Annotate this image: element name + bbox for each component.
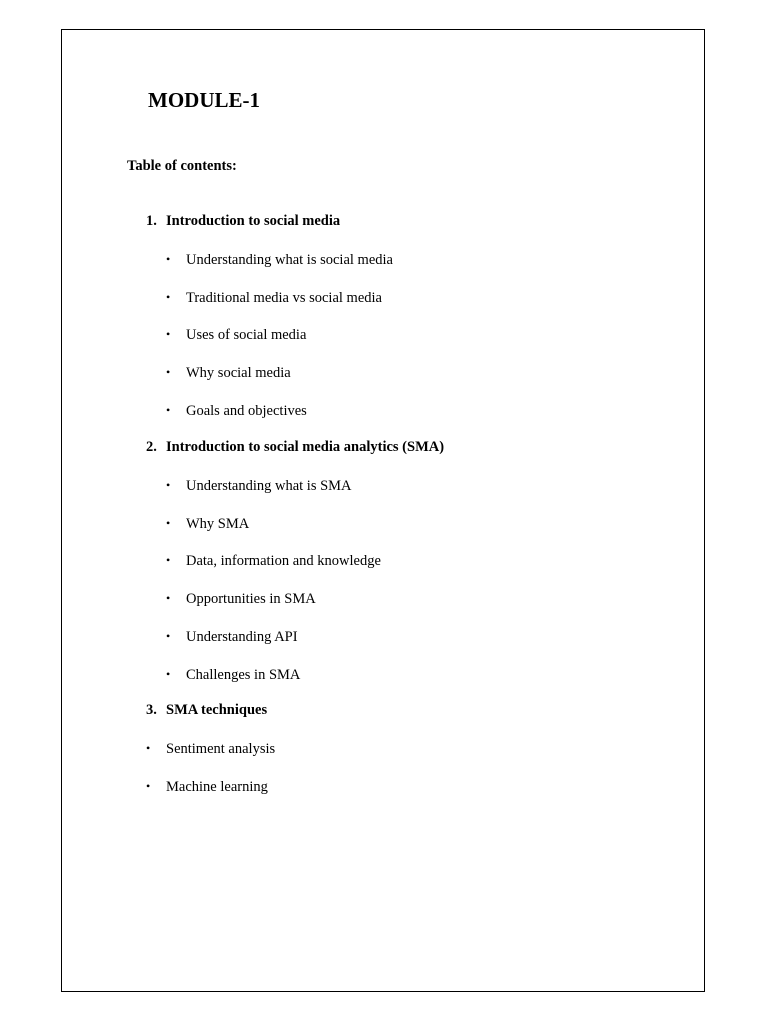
bullet-icon: •	[146, 741, 151, 755]
bullet-icon: •	[166, 252, 171, 266]
toc-item-label: Machine learning	[166, 779, 268, 795]
toc-heading: Table of contents:	[127, 158, 237, 174]
bullet-icon: •	[166, 327, 171, 341]
toc-section-2	[146, 437, 444, 457]
toc-item	[166, 475, 352, 496]
toc-item-label: Understanding what is social media	[186, 252, 393, 268]
toc-item-label: Data, information and knowledge	[186, 553, 381, 569]
toc-item-label: Understanding API	[186, 629, 298, 645]
bullet-icon: •	[166, 629, 171, 643]
section-number: 3.	[146, 702, 157, 718]
toc-item	[166, 626, 298, 647]
toc-section-1	[146, 211, 340, 231]
bullet-icon: •	[166, 290, 171, 304]
bullet-icon: •	[166, 403, 171, 417]
bullet-icon: •	[146, 779, 151, 793]
section-title: Introduction to social media	[166, 213, 341, 229]
toc-item	[166, 513, 249, 534]
toc-item-label: Why SMA	[186, 516, 250, 532]
toc-item	[166, 400, 307, 421]
toc-item-label: Understanding what is SMA	[186, 478, 352, 494]
bullet-icon: •	[166, 516, 171, 530]
section-title: SMA techniques	[166, 702, 268, 718]
section-title: Introduction to social media analytics (SMA)	[166, 439, 445, 455]
toc-section-3	[146, 700, 267, 720]
toc-item	[166, 362, 291, 383]
toc-item-label: Opportunities in SMA	[186, 591, 316, 607]
section-number: 2.	[146, 439, 157, 455]
bullet-icon: •	[166, 591, 171, 605]
toc-item-label: Challenges in SMA	[186, 667, 301, 683]
module-title: MODULE-1	[148, 88, 260, 112]
bullet-icon: •	[166, 553, 171, 567]
toc-item-label: Goals and objectives	[186, 403, 307, 419]
section-number: 1.	[146, 213, 157, 229]
bullet-icon: •	[166, 365, 171, 379]
toc-item-label: Uses of social media	[186, 327, 307, 343]
bullet-icon: •	[166, 478, 171, 492]
toc-item	[166, 664, 300, 685]
toc-item	[146, 776, 268, 797]
toc-item	[166, 287, 382, 308]
bullet-icon: •	[166, 667, 171, 681]
toc-item	[166, 324, 306, 345]
toc-item-label: Sentiment analysis	[166, 741, 276, 757]
toc-item-label: Why social media	[186, 365, 291, 381]
toc-item-label: Traditional media vs social media	[186, 290, 382, 306]
toc-item	[166, 550, 381, 571]
toc-item	[166, 588, 316, 609]
toc-item	[146, 738, 275, 759]
toc-item	[166, 249, 393, 270]
